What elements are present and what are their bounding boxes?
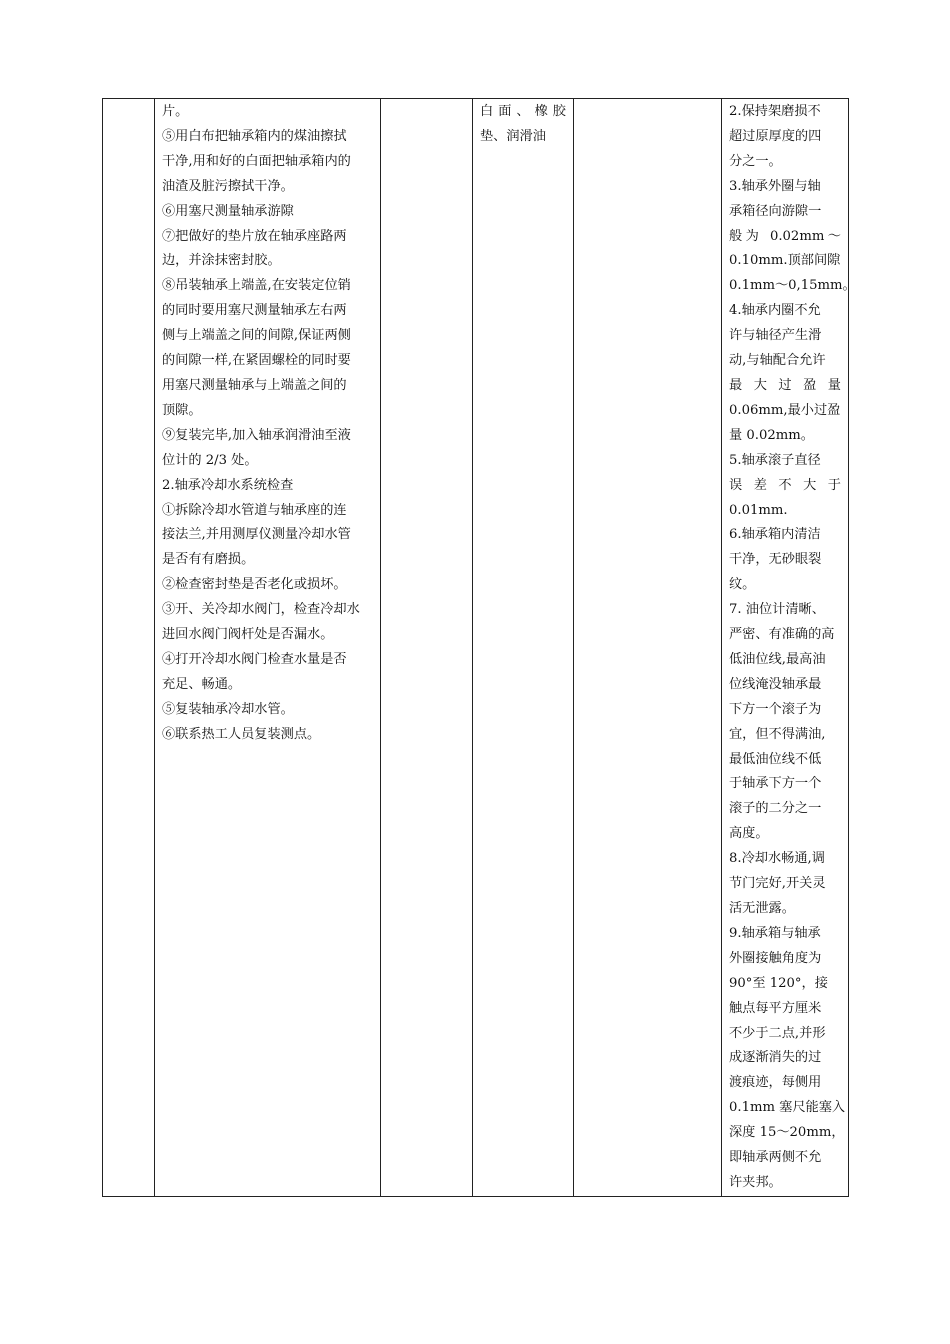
text-line: 深度 15～20mm， (729, 1125, 845, 1141)
text-line: 用塞尺测量轴承与上端盖之间的 (162, 377, 347, 393)
text-line: 8.冷却水畅通,调 (729, 851, 825, 867)
text-line: 9.轴承箱与轴承 (729, 925, 821, 941)
text-line: 成逐渐消失的过 (729, 1050, 822, 1066)
text-line: 的同时要用塞尺测量轴承左右两 (162, 303, 347, 319)
text-line: 位线淹没轴承最 (729, 676, 822, 692)
text-line: 干净，无砂眼裂 (729, 552, 822, 568)
text-line: 的间隙一样,在紧固螺栓的同时要 (162, 353, 351, 369)
text-line: 7. 油位计清晰、 (729, 602, 825, 618)
text-line: 6.轴承箱内清洁 (729, 527, 821, 543)
text-line: 误差不大于 (729, 477, 841, 493)
text-line: 滚子的二分之一 (729, 801, 822, 817)
tools-cell (381, 99, 473, 1197)
text-line: 接法兰,并用测厚仪测量冷却水管 (162, 527, 351, 543)
text-line: 渡痕迹，每侧用 (729, 1075, 822, 1091)
notes-cell (574, 99, 722, 1197)
text-line: 侧与上端盖之间的间隙,保证两侧 (162, 328, 351, 344)
text-line: 进回水阀门阀杆处是否漏水。 (162, 627, 334, 643)
text-line: 白面、橡胶 (480, 104, 566, 119)
text-line: 油渣及脏污擦拭干净。 (162, 178, 294, 194)
text-line: 2.保持架磨损不 (729, 104, 821, 119)
text-line: ①拆除冷却水管道与轴承座的连 (162, 502, 347, 518)
text-line: 活无泄露。 (729, 901, 795, 916)
text-line: 2.轴承冷却水系统检查 (162, 477, 294, 493)
text-line: ⑨复装完毕,加入轴承润滑油至液 (162, 427, 351, 443)
text-line: 最低油位线不低 (729, 751, 822, 767)
text-line: 许夹邦。 (729, 1174, 782, 1190)
text-line: 触点每平方厘米 (729, 1000, 822, 1016)
text-line: 5.轴承滚子直径 (729, 452, 821, 468)
text-line: ④打开冷却水阀门检查水量是否 (162, 651, 347, 667)
text-line: ⑤用白布把轴承箱内的煤油擦拭 (162, 128, 347, 144)
text-line: 充足、畅通。 (162, 676, 242, 692)
materials-cell (473, 99, 574, 1197)
text-line: 外圈接触角度为 (729, 950, 822, 966)
text-line: 宜，但不得满油, (729, 726, 826, 742)
text-line: 严密、有准确的高 (729, 627, 835, 643)
text-line: ⑥联系热工人员复装测点。 (162, 726, 321, 742)
text-line: 顶隙。 (162, 402, 202, 418)
text-line: 超过原厚度的四 (729, 128, 822, 144)
text-line: 即轴承两侧不允 (729, 1150, 822, 1166)
text-line: 承箱径向游隙一 (729, 203, 822, 219)
text-line: 动,与轴配合允许 (729, 353, 826, 369)
text-line: 3.轴承外圈与轴 (729, 178, 821, 194)
text-line: ⑦把做好的垫片放在轴承座路两 (162, 228, 347, 244)
text-line: 许与轴径产生滑 (729, 328, 822, 344)
text-line: 于轴承下方一个 (729, 776, 822, 792)
text-line: 量 0.02mm。 (729, 427, 814, 443)
materials-text (473, 99, 573, 150)
text-line: 垫、润滑油 (480, 128, 546, 144)
text-line: 片。 (162, 104, 189, 119)
text-line: 位计的 2/3 处。 (162, 452, 258, 468)
text-line: ⑤复装轴承冷却水管。 (162, 701, 294, 717)
procedure-text (155, 99, 380, 748)
text-line: 最大过盈量 (729, 377, 841, 393)
text-line: 高度。 (729, 826, 769, 842)
text-line: 下方一个滚子为 (729, 701, 822, 717)
text-line: ③开、关冷却水阀门，检查冷却水 (162, 602, 360, 618)
text-line: 节门完好,开关灵 (729, 876, 826, 892)
text-line: 边，并涂抹密封胶。 (162, 253, 281, 269)
table-row (103, 99, 849, 1197)
text-line: 般为 0.02mm～ (729, 228, 841, 244)
text-line: ⑧吊装轴承上端盖,在安装定位销 (162, 278, 351, 294)
text-line: 90°至 120°，接 (729, 975, 828, 991)
standard-cell (722, 99, 856, 1197)
text-line: ⑥用塞尺测量轴承游隙 (162, 203, 294, 219)
text-line: 0.1mm 塞尺能塞入 (729, 1100, 846, 1116)
text-line: 4.轴承内圈不允 (729, 303, 821, 319)
text-line: 纹。 (729, 577, 756, 593)
text-line: 不少于二点,并形 (729, 1025, 826, 1041)
text-line: 低油位线,最高油 (729, 651, 826, 667)
text-line: 分之一。 (729, 153, 782, 169)
text-line: 是否有有磨损。 (162, 552, 255, 568)
text-line: 0.10mm.顶部间隙 (729, 253, 841, 269)
step-number-cell (103, 99, 155, 1197)
text-line: 0.06mm,最小过盈 (729, 402, 841, 418)
maintenance-table (102, 98, 856, 1197)
text-line: 0.1mm～0,15mm。 (729, 278, 856, 294)
procedure-cell (155, 99, 381, 1197)
quality-standard-text (722, 99, 856, 1196)
text-line: 干净,用和好的白面把轴承箱内的 (162, 153, 351, 169)
text-line: 0.01mm. (729, 502, 788, 518)
text-line: ②检查密封垫是否老化或损坏。 (162, 577, 347, 593)
